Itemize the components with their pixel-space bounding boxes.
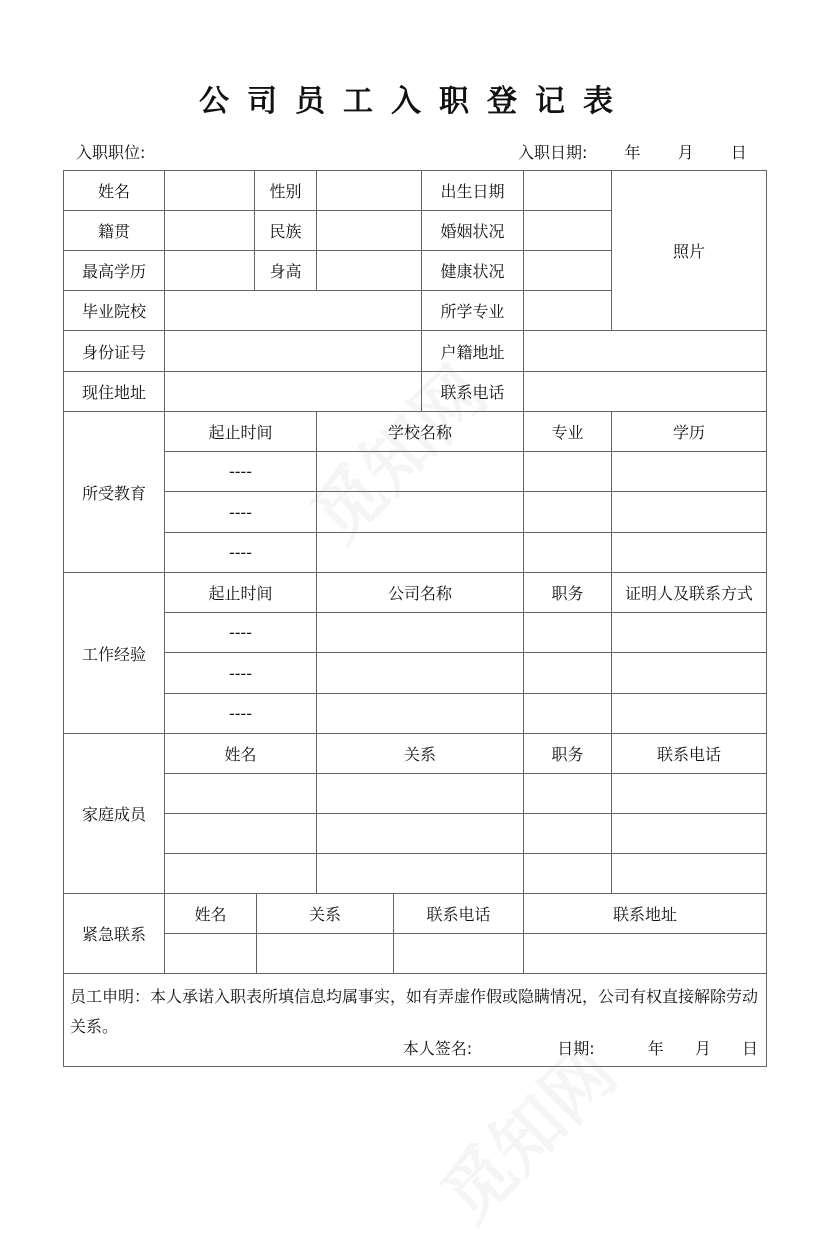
- family-cell[interactable]: [316, 813, 524, 854]
- education-cell[interactable]: [316, 532, 524, 573]
- entry-day: 日: [730, 143, 747, 162]
- label-major: 所学专业: [421, 290, 524, 331]
- field-ethnic[interactable]: [316, 210, 422, 251]
- education-cell[interactable]: [316, 451, 524, 492]
- work-cell[interactable]: [523, 612, 612, 653]
- field-name[interactable]: [164, 170, 255, 211]
- field-degree[interactable]: [164, 250, 255, 291]
- education-header: 学校名称: [316, 411, 524, 452]
- education-cell[interactable]: [611, 532, 767, 573]
- work-cell: ----: [164, 693, 317, 734]
- family-cell[interactable]: [523, 773, 612, 814]
- emergency-cell[interactable]: [523, 933, 767, 974]
- work-cell[interactable]: [316, 693, 524, 734]
- field-phone[interactable]: [523, 371, 767, 412]
- field-hukou[interactable]: [523, 330, 767, 372]
- emergency-cell[interactable]: [393, 933, 524, 974]
- family-header: 联系电话: [611, 733, 767, 774]
- field-marital[interactable]: [523, 210, 612, 251]
- education-label: 所受教育: [63, 411, 165, 573]
- photo-box: 照片: [611, 170, 767, 331]
- label-phone: 联系电话: [421, 371, 524, 412]
- family-header: 职务: [523, 733, 612, 774]
- work-cell[interactable]: [523, 693, 612, 734]
- emergency-header: 姓名: [164, 893, 257, 934]
- work-cell[interactable]: [611, 652, 767, 694]
- family-cell[interactable]: [611, 773, 767, 814]
- emergency-cell[interactable]: [256, 933, 394, 974]
- work-label: 工作经验: [63, 572, 165, 734]
- education-cell[interactable]: [611, 451, 767, 492]
- label-health: 健康状况: [421, 250, 524, 291]
- field-school[interactable]: [164, 290, 422, 331]
- signature-year: 年: [647, 1039, 664, 1058]
- field-birth[interactable]: [523, 170, 612, 211]
- family-cell[interactable]: [611, 853, 767, 894]
- label-degree: 最高学历: [63, 250, 165, 291]
- statement-box: [63, 973, 767, 1067]
- entry-month: 月: [677, 143, 694, 162]
- label-school: 毕业院校: [63, 290, 165, 331]
- education-header: 学历: [611, 411, 767, 452]
- label-marital: 婚姻状况: [421, 210, 524, 251]
- field-id[interactable]: [164, 330, 422, 372]
- label-gender: 性别: [254, 170, 317, 211]
- family-cell[interactable]: [611, 813, 767, 854]
- education-cell[interactable]: [523, 532, 612, 573]
- work-header: 公司名称: [316, 572, 524, 613]
- label-id: 身份证号: [63, 330, 165, 372]
- family-cell[interactable]: [164, 813, 317, 854]
- family-header: 姓名: [164, 733, 317, 774]
- signature-date-label: 日期:: [557, 1039, 595, 1058]
- emergency-header: 联系电话: [393, 893, 524, 934]
- education-header: 起止时间: [164, 411, 317, 452]
- emergency-cell[interactable]: [164, 933, 257, 974]
- field-height[interactable]: [316, 250, 422, 291]
- family-header: 关系: [316, 733, 524, 774]
- field-major[interactable]: [523, 290, 612, 331]
- field-health[interactable]: [523, 250, 612, 291]
- work-cell[interactable]: [523, 652, 612, 694]
- education-header: 专业: [523, 411, 612, 452]
- field-address[interactable]: [164, 371, 422, 412]
- work-header: 起止时间: [164, 572, 317, 613]
- family-label: 家庭成员: [63, 733, 165, 894]
- entry-date-label: 入职日期:: [518, 143, 588, 162]
- education-cell[interactable]: [611, 491, 767, 533]
- signature-label: 本人签名:: [402, 1039, 473, 1058]
- entry-year: 年: [624, 143, 641, 162]
- work-cell: ----: [164, 612, 317, 653]
- emergency-header: 关系: [256, 893, 394, 934]
- family-cell[interactable]: [316, 853, 524, 894]
- label-birth: 出生日期: [421, 170, 524, 211]
- education-cell: ----: [164, 491, 317, 533]
- education-cell[interactable]: [523, 451, 612, 492]
- family-cell[interactable]: [164, 773, 317, 814]
- entry-date: [518, 140, 747, 163]
- education-cell[interactable]: [316, 491, 524, 533]
- emergency-label: 紧急联系: [63, 893, 165, 974]
- signature-line: [389, 1034, 758, 1064]
- position-label: 入职职位:: [76, 143, 146, 162]
- work-cell[interactable]: [316, 652, 524, 694]
- work-header: 职务: [523, 572, 612, 613]
- work-cell[interactable]: [611, 612, 767, 653]
- education-cell: ----: [164, 532, 317, 573]
- label-name: 姓名: [63, 170, 165, 211]
- family-cell[interactable]: [316, 773, 524, 814]
- label-height: 身高: [254, 250, 317, 291]
- field-native[interactable]: [164, 210, 255, 251]
- work-cell: ----: [164, 652, 317, 694]
- label-native: 籍贯: [63, 210, 165, 251]
- label-address: 现住地址: [63, 371, 165, 412]
- statement-text: 员工申明：本人承诺入职表所填信息均属事实，如有弄虚作假或隐瞒情况，公司有权直接解除劳动关系。: [70, 987, 759, 1036]
- education-cell[interactable]: [523, 491, 612, 533]
- emergency-header: 联系地址: [523, 893, 767, 934]
- family-cell[interactable]: [164, 853, 317, 894]
- work-header: 证明人及联系方式: [611, 572, 767, 613]
- work-cell[interactable]: [316, 612, 524, 653]
- label-ethnic: 民族: [254, 210, 317, 251]
- label-hukou: 户籍地址: [421, 330, 524, 372]
- page-title: 公司员工入职登记表: [199, 84, 631, 119]
- family-cell[interactable]: [523, 853, 612, 894]
- signature-month: 月: [694, 1039, 711, 1058]
- education-cell: ----: [164, 451, 317, 492]
- work-cell[interactable]: [611, 693, 767, 734]
- signature-day: 日: [741, 1039, 758, 1058]
- field-gender[interactable]: [316, 170, 422, 211]
- family-cell[interactable]: [523, 813, 612, 854]
